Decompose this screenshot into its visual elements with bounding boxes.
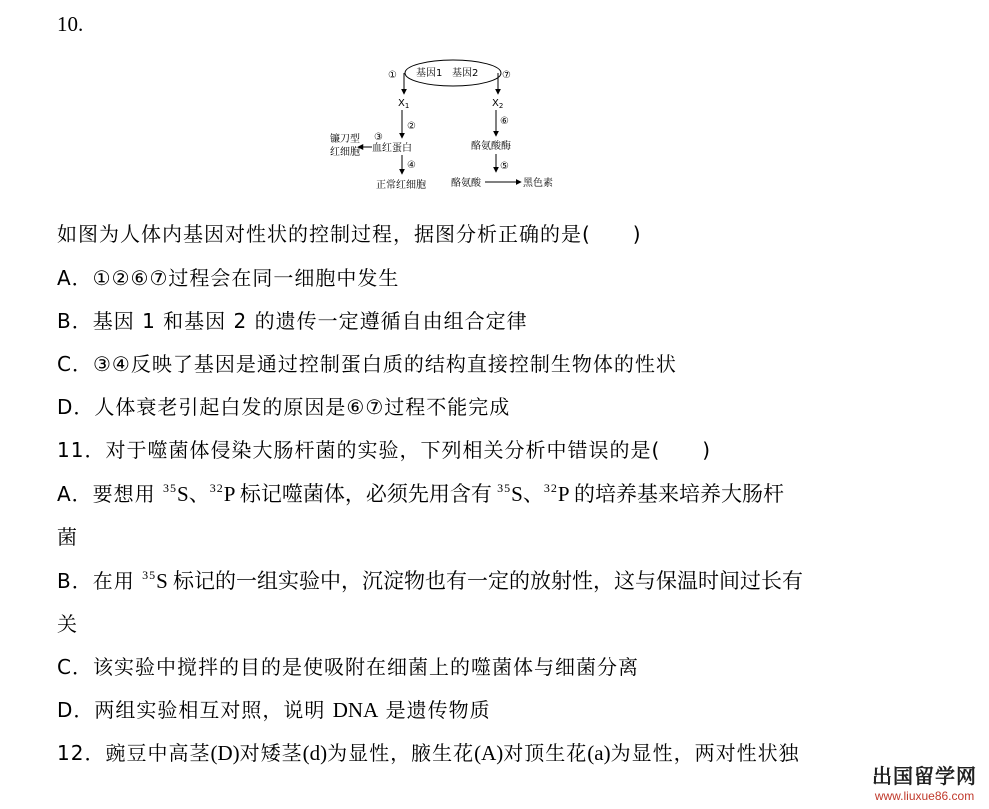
question-11-option-a-wrap: 菌	[57, 525, 78, 549]
gene-control-diagram	[328, 56, 588, 196]
question-12-stem: 12．豌豆中高茎(D)对矮茎(d)为显性，腋生花(A)对顶生花(a)为显性，两对性状独	[57, 741, 800, 765]
question-11-option-b-wrap: 关	[57, 612, 78, 636]
question-10-option-b: B．基因 1 和基因 2 的遗传一定遵循自由组合定律	[57, 309, 528, 333]
normal-rbc-label: 正常红细胞	[376, 180, 426, 191]
question-11-stem: 11．对于噬菌体侵染大肠杆菌的实验，下列相关分析中错误的是( )	[57, 438, 712, 462]
question-11-option-a: A．要想用 $^{35}$S、$^{32}$P 标记噬菌体，必须先用含有 $^{35}$S、$^{32}$P 的培养基来培养大肠杆	[57, 481, 784, 506]
x2-label: $X_2$	[492, 98, 504, 110]
question-10-number: 10.	[57, 12, 84, 36]
step-6-label: ⑥	[500, 116, 509, 127]
question-10-option-a: A．①②⑥⑦过程会在同一细胞中发生	[57, 266, 400, 290]
step-7-label: ⑦	[502, 70, 511, 81]
step-3-label: ③	[374, 132, 383, 143]
question-11-option-d: D．两组实验相互对照，说明 DNA 是遗传物质	[57, 698, 491, 722]
question-11-option-c: C．该实验中搅拌的目的是使吸附在细菌上的噬菌体与细菌分离	[57, 655, 639, 679]
step-2-label: ②	[407, 121, 416, 132]
question-11-option-b: B．在用 $^{35}$S 标记的一组实验中，沉淀物也有一定的放射性，这与保温时间过长有	[57, 568, 804, 593]
gene1-label: 基因1	[416, 68, 443, 79]
sickle-cell-label-line1: 镰刀型	[330, 134, 360, 145]
step-5-label: ⑤	[500, 161, 509, 172]
x1-label: $X_1$	[398, 98, 410, 110]
step-1-label: ①	[388, 70, 397, 81]
site-watermark	[872, 760, 977, 803]
watermark-text: 出国留学网	[872, 764, 977, 788]
tyrosine-label: 酪氨酸	[451, 178, 481, 189]
melanin-label: 黑色素	[523, 178, 553, 189]
gene2-label: 基因2	[452, 68, 479, 79]
hemoglobin-label: 血红蛋白	[372, 143, 412, 154]
question-10-option-d: D．人体衰老引起白发的原因是⑥⑦过程不能完成	[57, 395, 511, 419]
question-10-stem: 如图为人体内基因对性状的控制过程，据图分析正确的是( )	[57, 222, 642, 246]
question-10-option-c: C．③④反映了基因是通过控制蛋白质的结构直接控制生物体的性状	[57, 352, 677, 376]
step-4-label: ④	[407, 160, 416, 171]
tyrosinase-label: 酪氨酸酶	[471, 141, 511, 152]
watermark-url: www.liuxue86.com	[874, 789, 975, 803]
sickle-cell-label-line2: 红细胞	[330, 147, 360, 158]
